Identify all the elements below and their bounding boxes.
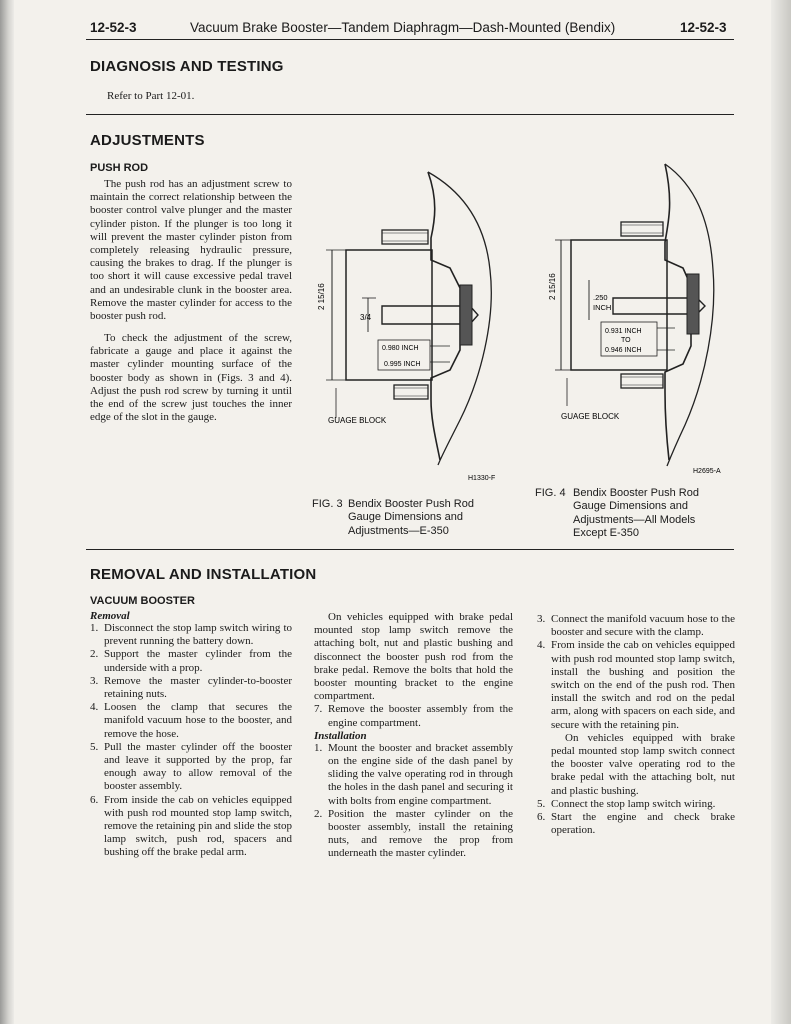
installation-steps-cont-b (537, 798, 735, 838)
page-binding-edge (0, 0, 14, 1024)
column-1 (90, 610, 292, 860)
fig4-dim-small-b: INCH (593, 303, 612, 312)
removal-step-1: 1. Disconnect the stop lamp switch wiring to prevent running the battery down. (90, 622, 292, 648)
installation-step-6: 6. Start the engine and check brake operation. (537, 811, 735, 837)
col3-paragraph: On vehicles equipped with brake pedal mounted stop lamp switch connect the booster valve operating rod to the brake pedal with the attaching bolt, nut and plastic bushing. (551, 731, 735, 797)
diagnosis-text: Refer to Part 12-01. (107, 90, 195, 102)
removal-step-7-list (314, 703, 513, 729)
fig3-label-block: GUAGE BLOCK (328, 416, 387, 425)
fig3-diagram (310, 160, 520, 485)
fig3-code: H1330-F (468, 475, 496, 482)
fig4-caption-num: FIG. 4 (535, 487, 566, 499)
fig3-dim-small: 3/4 (360, 313, 372, 322)
column-2 (314, 611, 513, 861)
fig3-dim-a: 0.980 INCH (382, 345, 419, 352)
diagnosis-heading: DIAGNOSIS AND TESTING (90, 58, 284, 75)
installation-step-5: 5. Connect the stop lamp switch wiring. (537, 797, 716, 810)
installation-step-1: 1. Mount the booster and bracket assembly on the engine side of the dash panel by sliding the valve operating rod in through the holes in the dash panel and securing it with bolts from engine compartment. (314, 741, 513, 807)
installation-step-2: 2. Position the master cylinder on the booster assembly, install the retaining nuts, and remove the prop from underneath the master cylinder. (314, 807, 513, 860)
removal-step-5: 5. Pull the master cylinder off the booster and leave it supported by the prop, far enough away to allow removal of the booster assembly. (90, 740, 292, 793)
installation-label: Installation (314, 729, 367, 742)
push-rod-paragraph-2: To check the adjustment of the screw, fabricate a gauge and place it against the master cylinder mounting surface of the booster body as shown in (Figs. 3 and 4). Adjust the push rod screw by turning it until the end of the screw just touches the inner edge of the slot in the gauge. (90, 332, 292, 424)
header-rule (86, 39, 734, 40)
fig4-dim-to: TO (621, 337, 631, 344)
fig4-diagram (545, 160, 745, 478)
removal-step-6: 6. From inside the cab on vehicles equipped with push rod mounted stop lamp switch, remove the retaining pin and slide the stop lamp switch, push rod, spacers and bushing off the brake pedal arm. (90, 793, 292, 859)
section-rule-2 (86, 549, 734, 550)
adjustments-heading: ADJUSTMENTS (90, 132, 205, 149)
fig4-code: H2695-A (693, 468, 721, 475)
fig3-dim-overall: 2 15/16 (317, 283, 326, 310)
page-right-edge (771, 0, 791, 1024)
fig3-caption (312, 498, 498, 538)
removal-step-7: 7. Remove the booster assembly from the engine compartment. (314, 703, 513, 729)
push-rod-paragraph-1: The push rod has an adjustment screw to maintain the correct relationship between the booster control valve plunger and the master cylinder piston. If the plunger is too long it will prevent the master cylinder piston from completely releasing hydraulic pressure, causing the brakes to drag. If the plunger is too short it will cause excessive pedal travel and an undesirable clunk in the booster area. Remove the master cylinder for access to the booster push rod. (90, 178, 292, 323)
installation-step-4: 4. From inside the cab on vehicles equipped with push rod mounted stop lamp switch, install the bushing and position the switch on the end of the push rod. Then install the switch and rod on the pedal arm, along with spacers on each side, and secure with the retaining pin. (537, 639, 735, 731)
fig4-dim-overall: 2 15/16 (548, 273, 557, 300)
fig3-caption-text: Bendix Booster Push Rod Gauge Dimensions and Adjustments—E-350 (348, 498, 474, 537)
removal-heading: REMOVAL AND INSTALLATION (90, 566, 317, 583)
fig4-caption-text: Bendix Booster Push Rod Gauge Dimensions and Adjustments—All Models Except E-350 (573, 487, 699, 540)
section-rule-1 (86, 114, 734, 115)
fig4-dim-a: 0.931 INCH (605, 328, 642, 335)
installation-step-3: 3. Connect the manifold vacuum hose to the booster and secure with the clamp. (537, 613, 735, 639)
vacuum-booster-subheading: VACUUM BOOSTER (90, 595, 195, 607)
fig4-dim-small-a: .250 (593, 293, 608, 302)
column-3 (537, 613, 735, 837)
removal-steps (90, 622, 292, 860)
removal-step-4: 4. Loosen the clamp that secures the manifold vacuum hose to the booster, and remove the hose. (90, 701, 292, 740)
fig3-dim-b: 0.995 INCH (384, 361, 421, 368)
fig4-caption (535, 487, 725, 541)
col2-paragraph: On vehicles equipped with brake pedal mounted stop lamp switch remove the attaching bolt, nut and plastic bushing and disconnect the booster push rod from the brake pedal. Remove the bolts that hold the booster mounting bracket to the engine compartment. (314, 611, 513, 703)
push-rod-subheading: PUSH ROD (90, 162, 149, 174)
installation-steps (314, 742, 513, 861)
fig4-dim-b: 0.946 INCH (605, 347, 642, 354)
removal-label: Removal (90, 610, 130, 622)
fig4-label-block: GUAGE BLOCK (561, 412, 620, 421)
installation-steps-cont-a (537, 613, 735, 732)
removal-step-2: 2. Support the master cylinder from the underside with a prop. (90, 648, 292, 674)
page-number-left: 12-52-3 (90, 20, 137, 35)
fig3-caption-num: FIG. 3 (312, 498, 343, 510)
removal-step-3: 3. Remove the master cylinder-to-booster retaining nuts. (90, 674, 292, 701)
page-number-right: 12-52-3 (680, 20, 727, 35)
running-title: Vacuum Brake Booster—Tandem Diaphragm—Dash-Mounted (Bendix) (190, 20, 616, 35)
